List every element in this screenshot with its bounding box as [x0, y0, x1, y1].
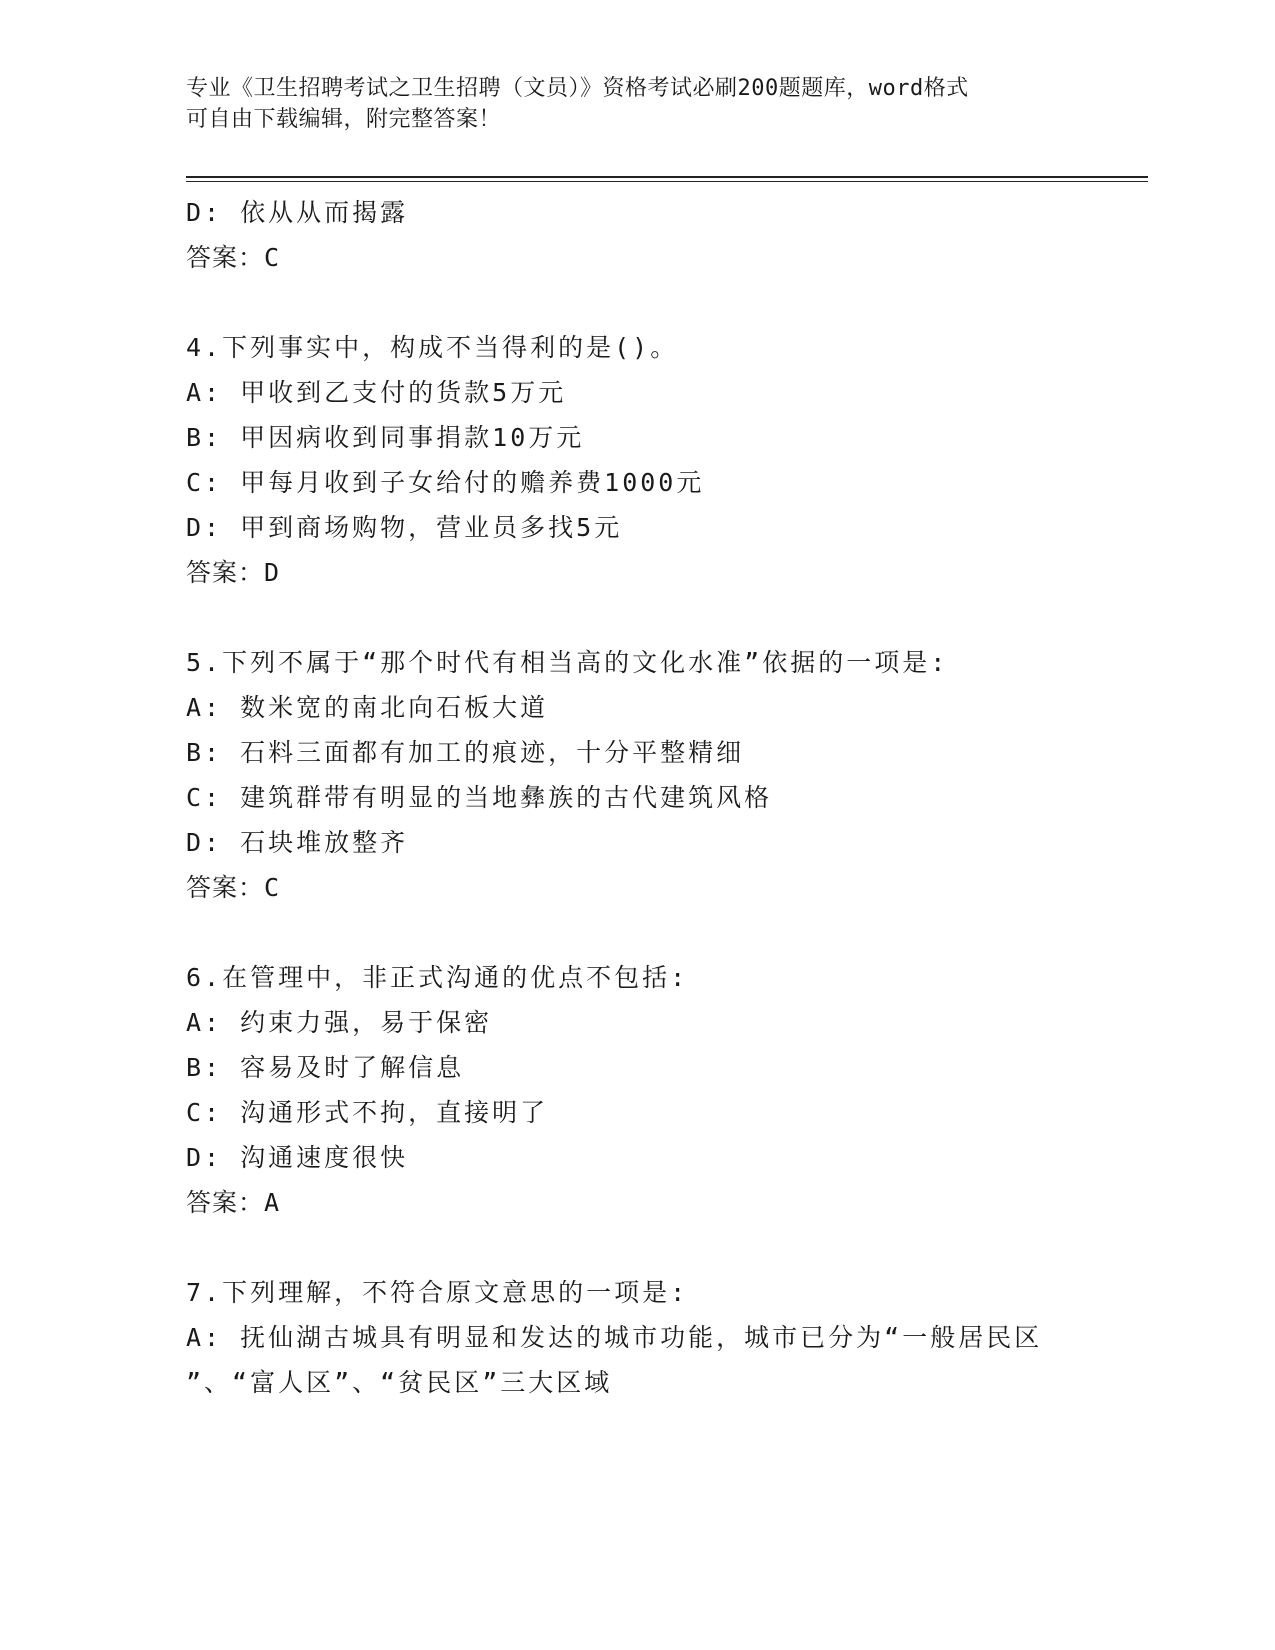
answer: 答案：C	[186, 873, 281, 902]
page-header	[186, 73, 1086, 135]
option-a: A: 甲收到乙支付的货款5万元	[186, 378, 567, 407]
question-stem: 7.下列理解，不符合原文意思的一项是:	[186, 1278, 689, 1307]
question-stem: 5.下列不属于“那个时代有相当高的文化水准”依据的一项是:	[186, 648, 949, 677]
question-item	[186, 640, 1086, 910]
question-stem: 6.在管理中，非正式沟通的优点不包括:	[186, 963, 689, 992]
header-title-line-1: 专业《卫生招聘考试之卫生招聘（文员）》资格考试必刷200题题库，word格式	[186, 76, 969, 101]
question-item	[186, 325, 1086, 595]
question-stem: 4.下列事实中，构成不当得利的是()。	[186, 333, 679, 362]
option-c: C: 沟通形式不拘，直接明了	[186, 1098, 549, 1127]
option-d: D: 石块堆放整齐	[186, 828, 409, 857]
question-list	[186, 190, 1086, 1405]
option-c: C: 建筑群带有明显的当地彝族的古代建筑风格	[186, 783, 773, 812]
option-b: B: 容易及时了解信息	[186, 1053, 465, 1082]
option-a: A: 约束力强，易于保密	[186, 1008, 493, 1037]
answer: 答案：A	[186, 1188, 281, 1217]
option-b: B: 石料三面都有加工的痕迹，十分平整精细	[186, 738, 745, 767]
answer: 答案：C	[186, 243, 281, 272]
option-c: C: 甲每月收到子女给付的赡养费1000元	[186, 468, 705, 497]
option-a-line-2: ”、“富人区”、“贫民区”三大区域	[186, 1368, 613, 1397]
question-item	[186, 1270, 1086, 1405]
option-a-line-1: A: 抚仙湖古城具有明显和发达的城市功能，城市已分为“一般居民区	[186, 1323, 1043, 1352]
option-d: D: 依从从而揭露	[186, 198, 409, 227]
option-d: D: 沟通速度很快	[186, 1143, 409, 1172]
header-title-line-2: 可自由下载编辑，附完整答案！	[186, 107, 502, 132]
header-divider	[186, 176, 1148, 182]
option-b: B: 甲因病收到同事捐款10万元	[186, 423, 585, 452]
answer: 答案：D	[186, 558, 281, 587]
question-item	[186, 955, 1086, 1225]
option-a: A: 数米宽的南北向石板大道	[186, 693, 549, 722]
option-d: D: 甲到商场购物，营业员多找5元	[186, 513, 623, 542]
